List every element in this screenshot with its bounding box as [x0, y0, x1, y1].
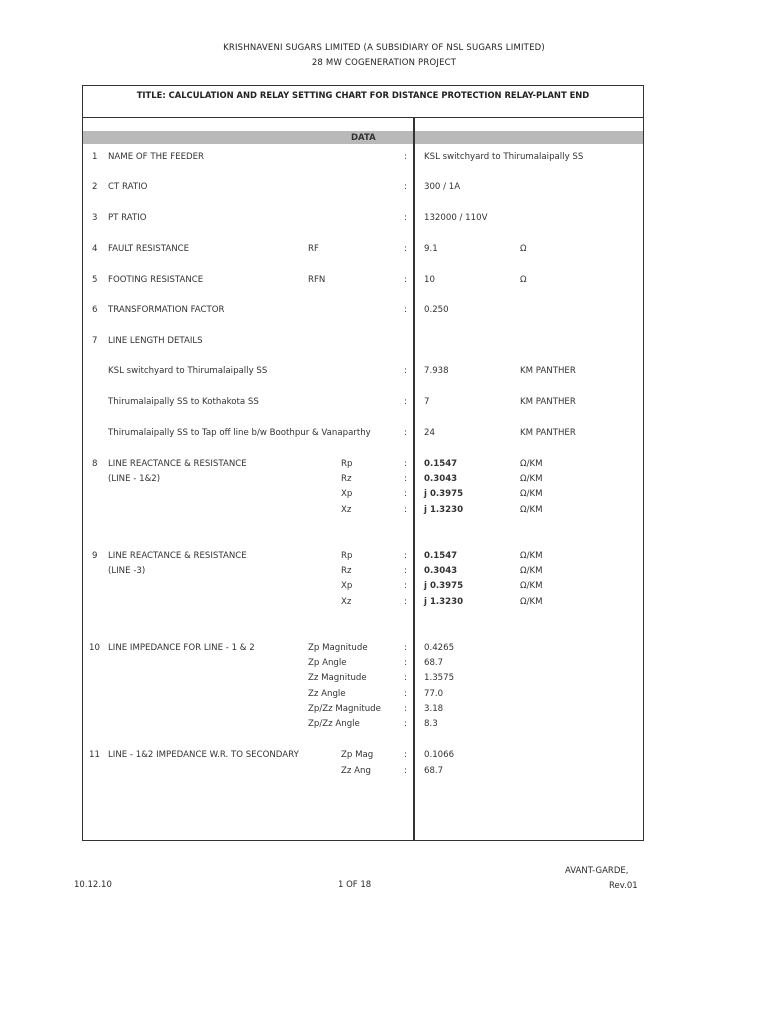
colon: :: [404, 551, 407, 561]
colon: :: [404, 474, 407, 484]
param-unit: Ω/KM: [520, 551, 543, 561]
param-symbol: Rz: [341, 566, 352, 576]
row-number: 9: [92, 551, 98, 561]
row-label: LINE REACTANCE & RESISTANCE: [108, 459, 247, 469]
row-label: CT RATIO: [108, 182, 148, 192]
param-symbol: Xp: [341, 581, 353, 591]
colon: :: [404, 213, 407, 223]
param-value: 3.18: [424, 704, 444, 714]
colon: :: [404, 658, 407, 668]
row-value: 300 / 1A: [424, 182, 461, 192]
colon: :: [404, 566, 407, 576]
colon: :: [404, 597, 407, 607]
row-sublabel: (LINE -3): [108, 566, 146, 576]
param-value: j 1.3230: [424, 505, 464, 515]
row-value: KSL switchyard to Thirumalaipally SS: [424, 152, 584, 162]
param-unit: Ω/KM: [520, 459, 543, 469]
colon: :: [404, 581, 407, 591]
row-label: LINE LENGTH DETAILS: [108, 336, 203, 346]
row-label: FOOTING RESISTANCE: [108, 275, 204, 285]
row-value: 9.1: [424, 244, 438, 254]
param-value: 0.1066: [424, 750, 455, 760]
colon: :: [404, 505, 407, 515]
row-label: LINE REACTANCE & RESISTANCE: [108, 551, 247, 561]
line-segment-unit: KM PANTHER: [520, 428, 576, 438]
row-number: 7: [92, 336, 98, 346]
row-symbol: RF: [308, 244, 319, 254]
row-number: 11: [89, 750, 100, 760]
line-segment-unit: KM PANTHER: [520, 366, 576, 376]
row-label: TRANSFORMATION FACTOR: [108, 305, 225, 315]
param-value: 0.1547: [424, 551, 458, 561]
param-symbol: Rp: [341, 551, 353, 561]
line-segment-label: Thirumalaipally SS to Tap off line b/w Boothpur & Vanaparthy: [108, 428, 371, 438]
param-symbol: Zp Mag: [341, 750, 374, 760]
param-symbol: Xz: [341, 597, 352, 607]
colon: :: [404, 305, 407, 315]
line-segment-length: 7.938: [424, 366, 449, 376]
param-unit: Ω/KM: [520, 581, 543, 591]
param-unit: Ω/KM: [520, 566, 543, 576]
footer-company: AVANT-GARDE,: [565, 866, 629, 876]
param-value: 0.4265: [424, 643, 455, 653]
param-symbol: Zp Angle: [308, 658, 347, 668]
param-unit: Ω/KM: [520, 474, 543, 484]
colon: :: [404, 397, 407, 407]
colon: :: [404, 275, 407, 285]
colon: :: [404, 459, 407, 469]
row-label: LINE IMPEDANCE FOR LINE - 1 & 2: [108, 643, 255, 653]
data-label: DATA: [351, 133, 376, 143]
row-value: 10: [424, 275, 435, 285]
param-symbol: Zp/Zz Magnitude: [308, 704, 381, 714]
row-label: NAME OF THE FEEDER: [108, 152, 205, 162]
row-number: 8: [92, 459, 98, 469]
row-value: 132000 / 110V: [424, 213, 488, 223]
colon: :: [404, 643, 407, 653]
footer-revision: Rev.01: [609, 881, 638, 891]
param-value: 68.7: [424, 658, 444, 668]
param-symbol: Zp Magnitude: [308, 643, 368, 653]
colon: :: [404, 152, 407, 162]
footer-page-number: 1 OF 18: [338, 880, 372, 890]
param-unit: Ω/KM: [520, 505, 543, 515]
line-segment-length: 24: [424, 428, 435, 438]
row-sublabel: (LINE - 1&2): [108, 474, 161, 484]
colon: :: [404, 366, 407, 376]
colon: :: [404, 244, 407, 254]
company-header: KRISHNAVENI SUGARS LIMITED (A SUBSIDIARY OF NSL SUGARS LIMITED): [223, 43, 545, 53]
row-number: 10: [89, 643, 100, 653]
colon: :: [404, 750, 407, 760]
colon: :: [404, 689, 407, 699]
param-value: 68.7: [424, 766, 444, 776]
param-unit: Ω/KM: [520, 489, 543, 499]
param-symbol: Xp: [341, 489, 353, 499]
param-symbol: Xz: [341, 505, 352, 515]
param-value: 1.3575: [424, 673, 455, 683]
row-number: 3: [92, 213, 98, 223]
colon: :: [404, 182, 407, 192]
colon: :: [404, 489, 407, 499]
row-number: 6: [92, 305, 98, 315]
row-unit: Ω: [520, 244, 527, 254]
param-symbol: Zz Magnitude: [308, 673, 367, 683]
colon: :: [404, 704, 407, 714]
row-label: LINE - 1&2 IMPEDANCE W.R. TO SECONDARY: [108, 750, 299, 760]
row-symbol: RFN: [308, 275, 326, 285]
colon: :: [404, 766, 407, 776]
param-value: 77.0: [424, 689, 444, 699]
param-symbol: Rz: [341, 474, 352, 484]
param-value: 8.3: [424, 719, 438, 729]
param-value: 0.3043: [424, 474, 458, 484]
line-segment-label: KSL switchyard to Thirumalaipally SS: [108, 366, 268, 376]
line-segment-unit: KM PANTHER: [520, 397, 576, 407]
colon: :: [404, 719, 407, 729]
row-value: 0.250: [424, 305, 449, 315]
row-number: 2: [92, 182, 98, 192]
footer-date: 10.12.10: [74, 880, 112, 890]
colon: :: [404, 428, 407, 438]
project-header: 28 MW COGENERATION PROJECT: [311, 58, 457, 68]
row-unit: Ω: [520, 275, 527, 285]
param-unit: Ω/KM: [520, 597, 543, 607]
param-value: 0.1547: [424, 459, 458, 469]
row-label: FAULT RESISTANCE: [108, 244, 190, 254]
param-symbol: Zz Ang: [341, 766, 371, 776]
param-symbol: Zp/Zz Angle: [308, 719, 360, 729]
param-value: 0.3043: [424, 566, 458, 576]
document-title: TITLE: CALCULATION AND RELAY SETTING CHART FOR DISTANCE PROTECTION RELAY-PLANT END: [136, 90, 590, 100]
param-symbol: Rp: [341, 459, 353, 469]
line-segment-label: Thirumalaipally SS to Kothakota SS: [108, 397, 259, 407]
column-divider: [413, 118, 415, 840]
line-segment-length: 7: [424, 397, 430, 407]
row-number: 1: [92, 152, 98, 162]
param-value: j 0.3975: [424, 581, 464, 591]
row-label: PT RATIO: [108, 213, 147, 223]
row-number: 5: [92, 275, 98, 285]
colon: :: [404, 673, 407, 683]
param-value: j 0.3975: [424, 489, 464, 499]
param-value: j 1.3230: [424, 597, 464, 607]
param-symbol: Zz Angle: [308, 689, 346, 699]
row-number: 4: [92, 244, 98, 254]
